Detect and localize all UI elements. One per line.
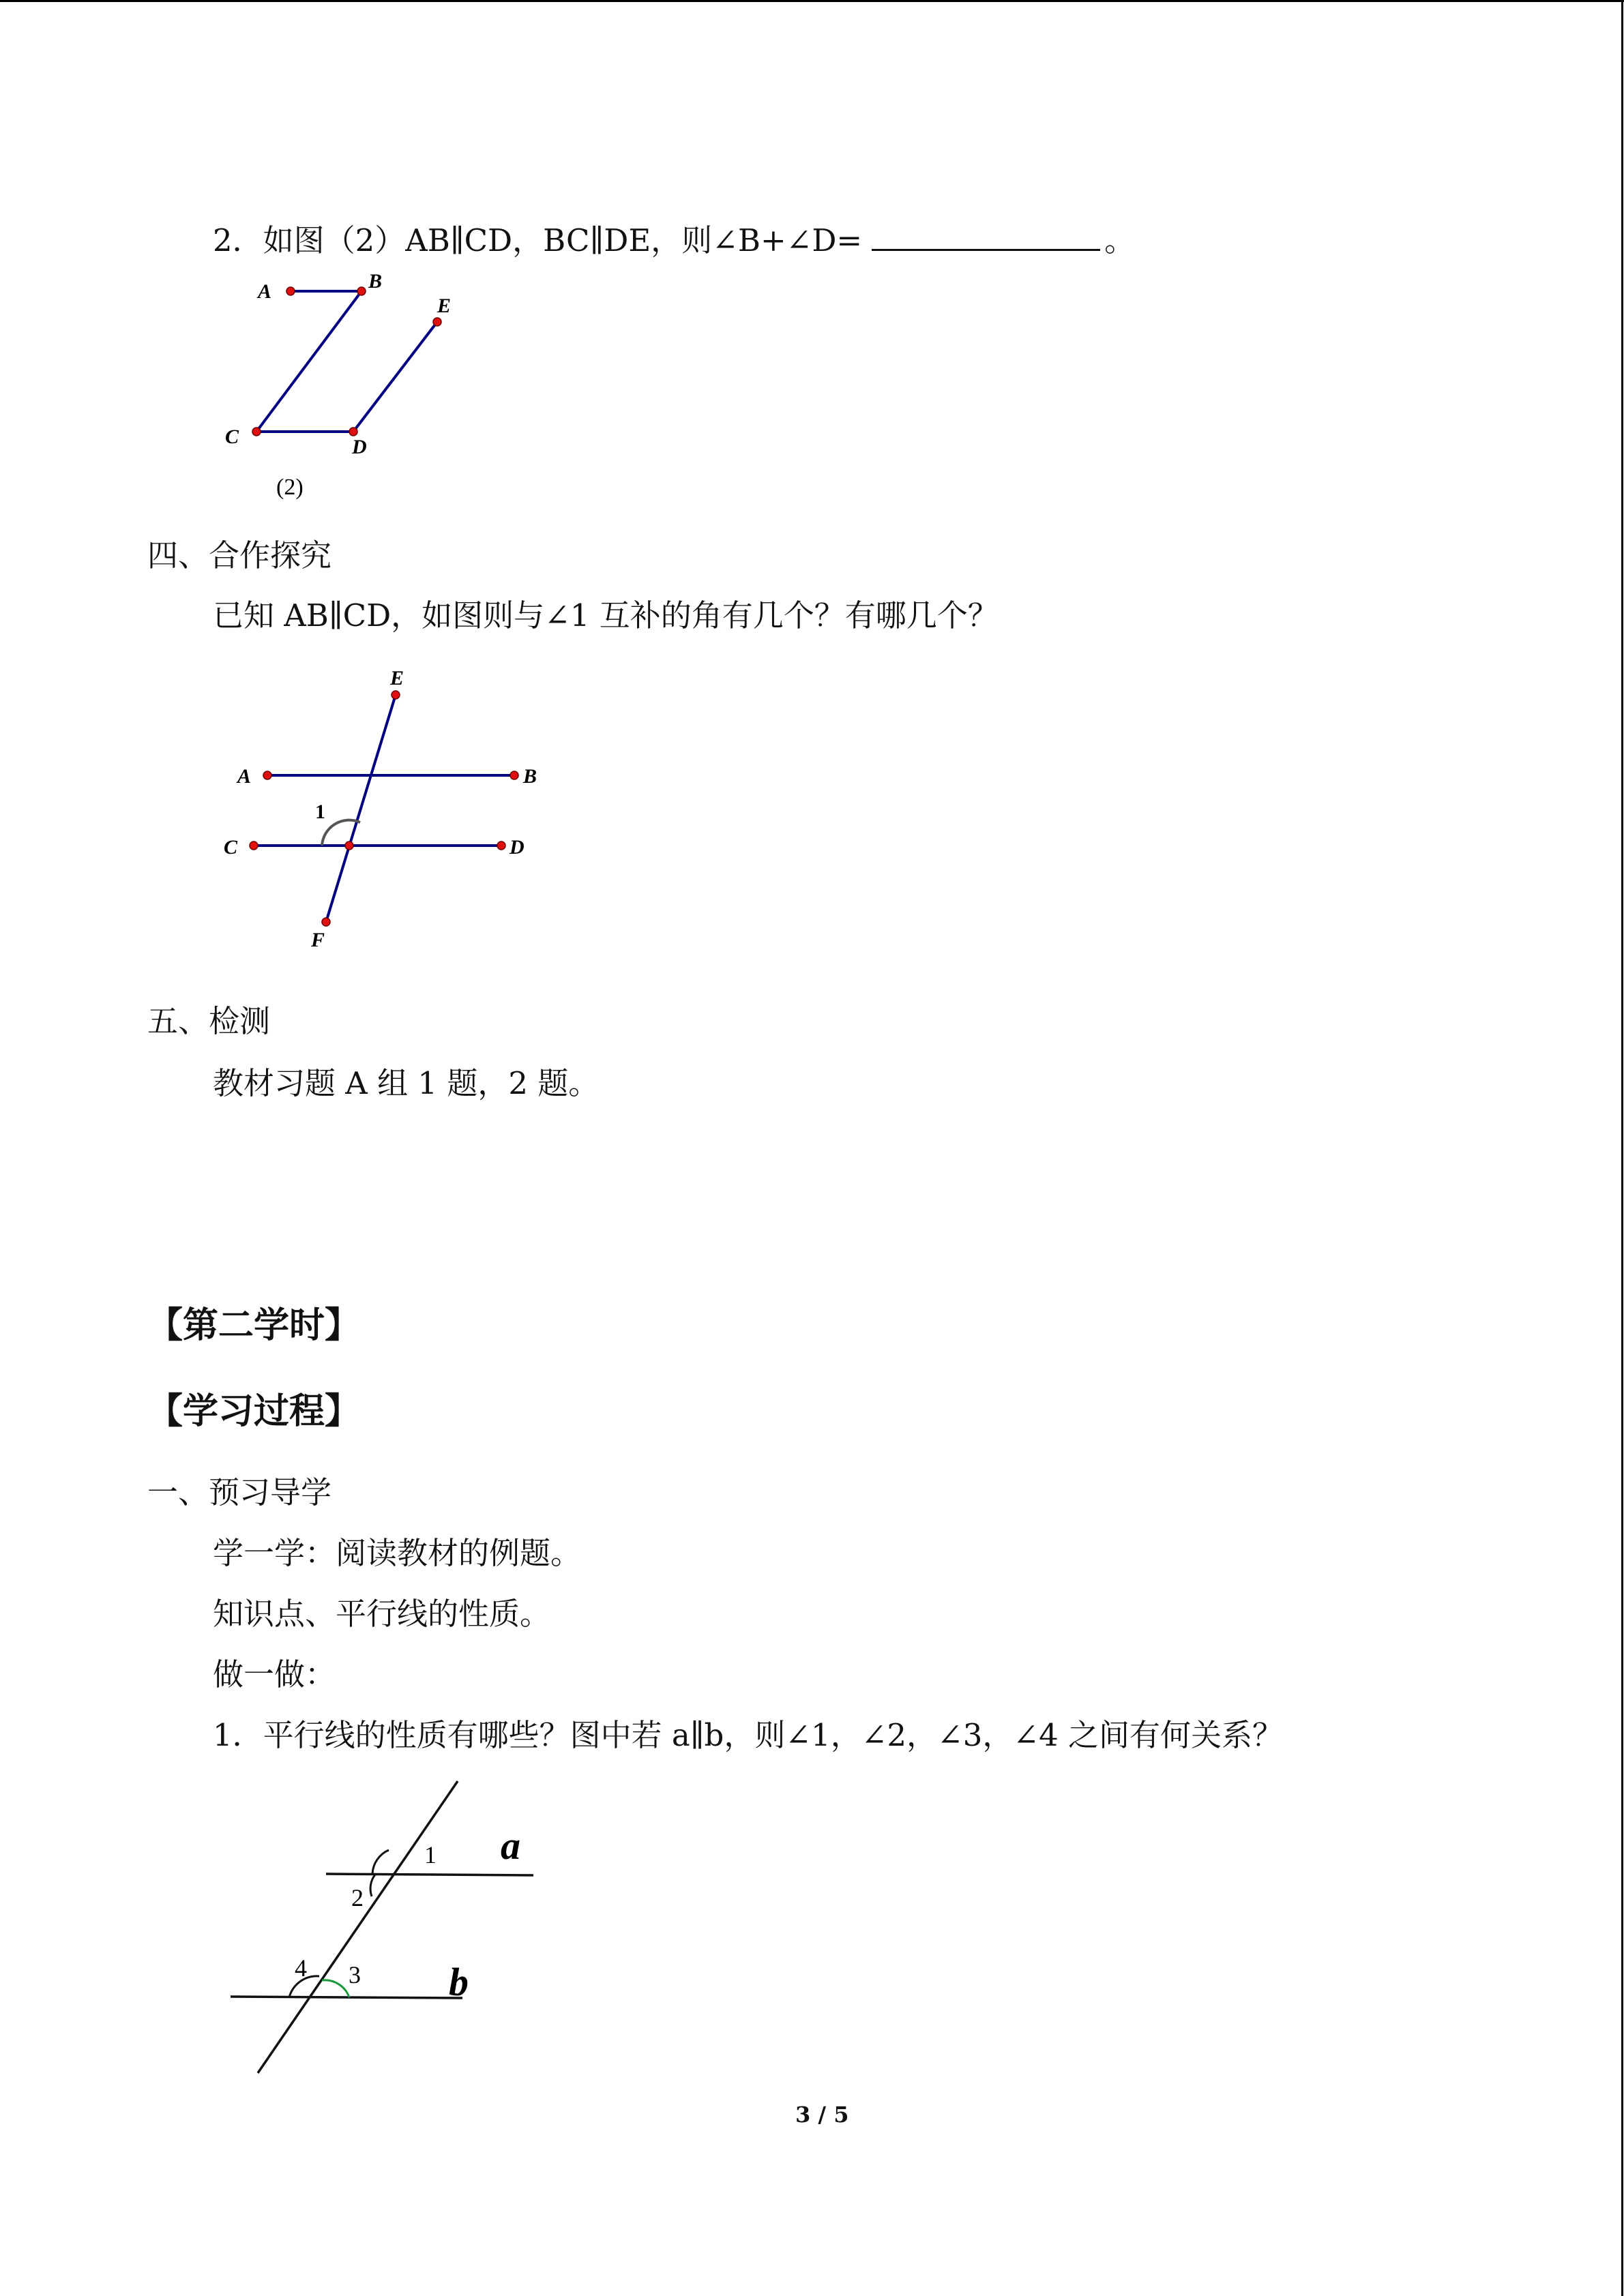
- question-2-suffix: 。: [1104, 222, 1136, 258]
- section-1-question-1: 1．平行线的性质有哪些？图中若 a∥b，则∠1，∠2，∠3，∠4 之间有何关系？: [213, 1717, 1284, 1753]
- label-c: C: [224, 836, 238, 859]
- page-number: 3 / 5: [795, 2102, 849, 2128]
- point-e: [392, 691, 400, 699]
- section-1-line-3: 做一做：: [213, 1656, 336, 1693]
- section-5-title: 五、检测: [147, 1003, 271, 1039]
- line-b: [231, 1997, 462, 1998]
- figure-4-points: [250, 691, 518, 926]
- point-intersection: [345, 841, 353, 850]
- angle-2-label: 2: [351, 1884, 364, 1911]
- point-e: [433, 318, 441, 326]
- line-a: [326, 1874, 533, 1875]
- angle-4-label: 4: [295, 1954, 307, 1982]
- figure-2-lines: [256, 291, 437, 432]
- figure-transversal-ef: [211, 655, 566, 955]
- label-d: D: [510, 836, 525, 859]
- label-a: A: [258, 280, 272, 303]
- section-1-line-1: 学一学：阅读教材的例题。: [213, 1535, 582, 1571]
- label-f: F: [311, 929, 325, 951]
- label-e: E: [437, 295, 452, 317]
- point-f: [322, 918, 330, 926]
- point-c: [252, 428, 261, 436]
- question-2-line: [213, 222, 1135, 256]
- segment-bc: [256, 291, 361, 432]
- point-c: [250, 841, 258, 850]
- section-5-text: 教材习题 A 组 1 题，2 题。: [213, 1065, 600, 1101]
- point-b: [510, 771, 518, 779]
- angle-1-arc: [372, 1850, 389, 1874]
- angle-3-label: 3: [349, 1961, 361, 1988]
- point-d: [349, 428, 357, 436]
- angle-2-arc: [370, 1875, 375, 1896]
- question-2-text: 2．如图（2）AB∥CD，BC∥DE，则∠B+∠D=: [213, 222, 863, 258]
- section-1-line-2: 知识点、平行线的性质。: [213, 1596, 551, 1632]
- point-b: [357, 287, 366, 295]
- section-4-title: 四、合作探究: [147, 537, 332, 573]
- angle-1-label: 1: [315, 801, 325, 823]
- right-border: [1621, 0, 1623, 2296]
- figure-2-caption: (2): [276, 475, 304, 500]
- section-1-title: 一、预习导学: [147, 1474, 332, 1510]
- figure-1-lines: [231, 1781, 533, 2073]
- figure-4-lines: [254, 695, 514, 922]
- label-e: E: [390, 667, 404, 689]
- line-a-label: a: [501, 1823, 520, 1868]
- figure-parallel-lines-ab: [218, 1773, 546, 2087]
- lesson-2-heading: 【第二学时】: [147, 1304, 361, 1346]
- segment-de: [353, 322, 437, 432]
- angle-1-label: 1: [424, 1841, 437, 1868]
- transversal: [258, 1781, 458, 2073]
- line-b-label: b: [449, 1960, 469, 2004]
- point-a: [263, 771, 271, 779]
- label-b: B: [523, 765, 537, 788]
- line-ef: [326, 695, 396, 922]
- label-b: B: [368, 270, 383, 293]
- top-border: [0, 0, 1624, 2]
- point-d: [497, 841, 505, 850]
- point-a: [286, 287, 295, 295]
- section-4-text: 已知 AB∥CD，如图则与∠1 互补的角有几个？有哪几个？: [213, 597, 999, 633]
- angle-3-arc: [322, 1980, 349, 1997]
- label-d: D: [352, 436, 367, 458]
- figure-2-parallelogram: [211, 266, 498, 511]
- learning-process-heading: 【学习过程】: [147, 1390, 361, 1432]
- label-a: A: [237, 765, 252, 788]
- answer-blank[interactable]: [872, 222, 1100, 251]
- label-c: C: [225, 426, 239, 448]
